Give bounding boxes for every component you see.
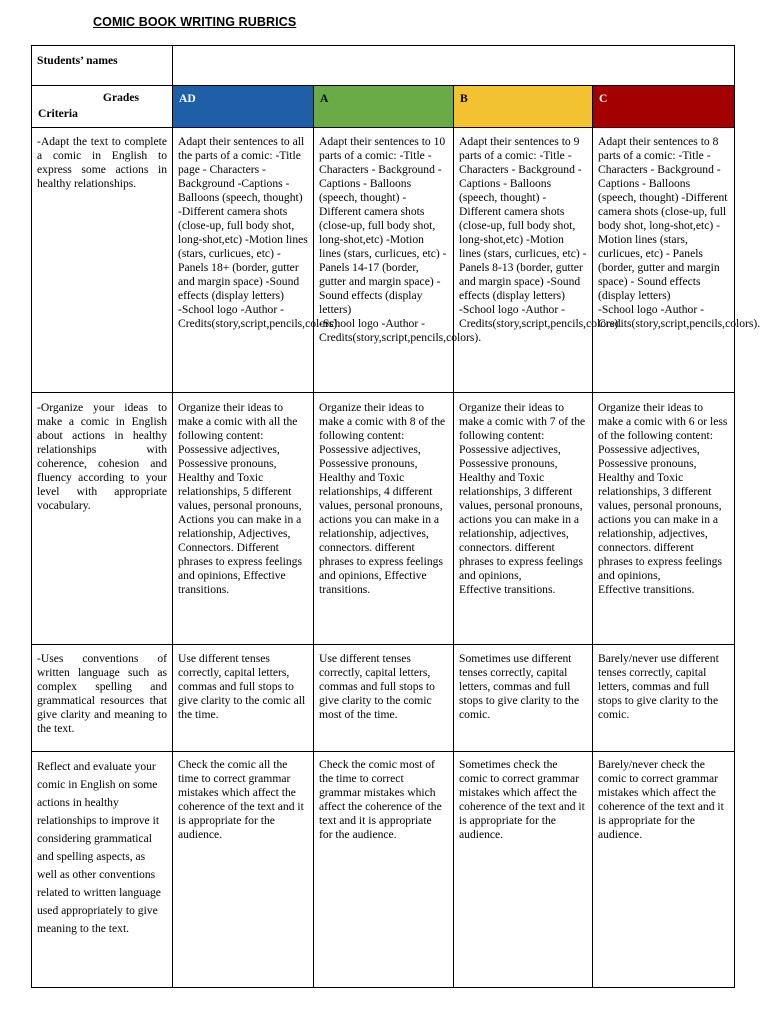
- rubric-row-reflect: [32, 752, 735, 988]
- descriptor-ad: Organize their ideas to make a comic with all the following content: Possessive adjectives, Possessive pronouns, Healthy and Toxic relationships, 5 different values, personal pronouns, Actions you can make in a relationship, Adjectives, Connectors. Different phrases to express feelings and opinions, Effective transitions.: [173, 393, 314, 645]
- descriptor-a: Organize their ideas to make a comic with 8 of the following content: Possessive adjectives, Possessive pronouns, Healthy and Toxic relationships, 4 different values, personal pronouns, actions you can make in a relationship, adjectives, connectors. different phrases to express feelings and opinions, Effective transitions.: [314, 393, 454, 645]
- students-names-field[interactable]: [173, 46, 735, 86]
- grade-header-b: B: [454, 86, 593, 128]
- descriptor-c: Organize their ideas to make a comic with 6 or less of the following content: Possessive adjectives, Possessive pronouns, Healthy and Toxic relationships, 3 different values, personal pronouns, actions you can make in a relationship, adjectives, connectors. different phrases to express feelings and opinions, Effective transitions.: [593, 393, 735, 645]
- descriptor-b: Sometimes check the comic to correct grammar mistakes which affect the coherence of the text and it is appropriate for the audience.: [454, 752, 593, 988]
- descriptor-a: Use different tenses correctly, capital letters, commas and full stops to give clarity to the comic most of the time.: [314, 645, 454, 752]
- descriptor-ad: Use different tenses correctly, capital letters, commas and full stops to give clarity to the comic all the time.: [173, 645, 314, 752]
- descriptor-ad: Check the comic all the time to correct grammar mistakes which affect the coherence of the text and it is appropriate for the audience.: [173, 752, 314, 988]
- grades-criteria-header: [32, 86, 173, 128]
- descriptor-ad: Adapt their sentences to all the parts of a comic: -Title page - Characters -Background -Captions - Balloons (speech, thought) -Different camera shots (close-up, full body shot, long-shot,etc) -Motion lines (stars, curlicues, etc) - Panels 18+ (border, gutter and margin space) -Sound effects (display letters) -School logo -Author - Credits(story,script,pencils,colors).: [173, 128, 314, 393]
- grade-header-c: C: [593, 86, 735, 128]
- rubric-row-organize: [32, 393, 735, 645]
- descriptor-c: Adapt their sentences to 8 parts of a comic: -Title - Characters - Background -Captions - Balloons (speech, thought) -Different camera shots (close-up, full body shot, long-shot,etc) -Motion lines (stars, curlicues, etc) - Panels (border, gutter and margin space) - Sound effects (display letters) -School logo -Author - Credits(story,script,pencils,colors).: [593, 128, 735, 393]
- descriptor-c: Barely/never check the comic to correct grammar mistakes which affect the coherence of the text and it is appropriate for the audience.: [593, 752, 735, 988]
- students-names-label: Students’ names: [32, 46, 173, 86]
- criterion-cell: -Uses conventions of written language such as complex spelling and grammatical resources that give clarity and meaning to the text.: [32, 645, 173, 752]
- descriptor-a: Adapt their sentences to 10 parts of a comic: -Title - Characters - Background -Captions - Balloons (speech, thought) -Different camera shots (close-up, full body shot, long-shot,etc) -Motion lines (stars, curlicues, etc) - Panels 14-17 (border, gutter and margin space) -Sound effects (display letters) -School logo -Author - Credits(story,script,pencils,colors).: [314, 128, 454, 393]
- students-row: [32, 46, 735, 86]
- descriptor-b: Organize their ideas to make a comic with 7 of the following content: Possessive adjectives, Possessive pronouns, Healthy and Toxic relationships, 3 different values, personal pronouns, actions you can make in a relationship, adjectives, connectors. different phrases to express feelings and opinions, Effective transitions.: [454, 393, 593, 645]
- criterion-cell: Reflect and evaluate your comic in English on some actions in healthy relationships to improve it considering grammatical and spelling aspects, as well as other conventions related to written language used appropriately to give meaning to the text.: [32, 752, 173, 988]
- descriptor-b: Adapt their sentences to 9 parts of a comic: -Title - Characters - Background -Captions - Balloons (speech, thought) -Different camera shots (close-up, full body shot, long-shot,etc) -Motion lines (stars, curlicues, etc) - Panels 8-13 (border, gutter and margin space) -Sound effects (display letters) -School logo -Author - Credits(story,script,pencils,colors).: [454, 128, 593, 393]
- document-title: COMIC BOOK WRITING RUBRICS: [93, 15, 297, 29]
- criteria-label: Criteria: [38, 107, 78, 120]
- criterion-cell: -Adapt the text to complete a comic in English to express some actions in healthy relationships.: [32, 128, 173, 393]
- descriptor-b: Sometimes use different tenses correctly, capital letters, commas and full stops to give clarity to the comic.: [454, 645, 593, 752]
- grade-header-ad: AD: [173, 86, 314, 128]
- rubric-row-conventions: [32, 645, 735, 752]
- grade-header-a: A: [314, 86, 454, 128]
- rubric-table: [31, 45, 761, 988]
- criterion-cell: -Organize your ideas to make a comic in English about actions in healthy relationships with coherence, cohesion and fluency according to your level with appropriate vocabulary.: [32, 393, 173, 645]
- descriptor-a: Check the comic most of the time to correct grammar mistakes which affect the coherence of the text and it is appropriate for the audience.: [314, 752, 454, 988]
- rubric-row-adapt: [32, 128, 735, 393]
- grades-header-row: [32, 86, 735, 128]
- descriptor-c: Barely/never use different tenses correctly, capital letters, commas and full stops to give clarity to the comic.: [593, 645, 735, 752]
- grades-label: Grades: [102, 91, 139, 104]
